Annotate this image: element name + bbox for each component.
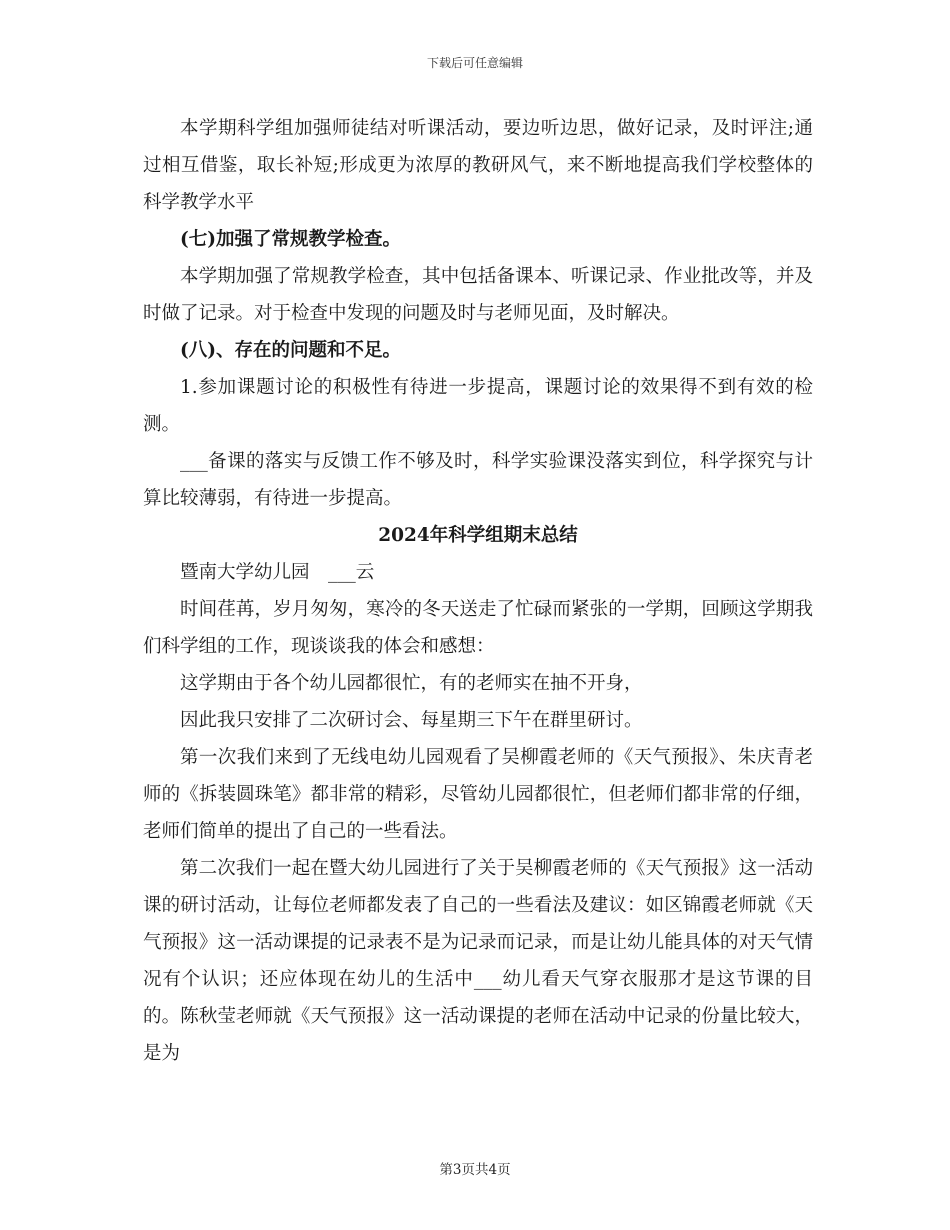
- document-body: [143, 110, 813, 1072]
- section-heading-7: (七)加强了常规教学检查。: [180, 229, 402, 250]
- paragraph-busy: 这学期由于各个幼儿园都很忙，有的老师实在抽不开身，: [180, 673, 643, 694]
- paragraph-intro: 时间荏苒，岁月匆匆，寒冷的冬天送走了忙碌而紧张的一学期，回顾这学期我们科学组的工作，现谈谈我的体会和感想：: [143, 599, 813, 657]
- author-line: 暨南大学幼儿园 ___云: [180, 562, 375, 583]
- paragraph-second-visit: 第二次我们一起在暨大幼儿园进行了关于吴柳霞老师的《天气预报》这一活动课的研讨活动，让每位老师都发表了自己的一些看法及建议：如区锦霞老师就《天气预报》这一活动课提的记录表不是为记录而记录，而是让幼儿能具体的对天气情况有个认识；还应体现在幼儿的生活中___幼儿看天气穿衣服那才是这节课的目的。陈秋莹老师就《天气预报》这一活动课提的老师在活动中记录的份量比较大，是为: [143, 858, 813, 1064]
- document-title: 2024年科学组期末总结: [378, 525, 578, 546]
- paragraph-problem-1: 1.参加课题讨论的积极性有待进一步提高，课题讨论的效果得不到有效的检测。: [143, 377, 813, 435]
- page-header: 下载后可任意编辑: [426, 56, 523, 70]
- paragraph-mentoring: 本学期科学组加强师徒结对听课活动，要边听边思，做好记录，及时评注;通过相互借鉴，取长补短;形成更为浓厚的教研风气，来不断地提高我们学校整体的科学教学水平: [143, 118, 813, 213]
- paragraph-inspection: 本学期加强了常规教学检查，其中包括备课本、听课记录、作业批改等，并及时做了记录。对于检查中发现的问题及时与老师见面，及时解决。: [143, 266, 813, 324]
- paragraph-problem-2: ___备课的落实与反馈工作不够及时，科学实验课没落实到位，科学探究与计算比较薄弱，有待进一步提高。: [143, 451, 813, 509]
- paragraph-first-visit: 第一次我们来到了无线电幼儿园观看了吴柳霞老师的《天气预报》、朱庆青老师的《拆装圆珠笔》都非常的精彩，尽管幼儿园都很忙，但老师们都非常的仔细，老师们简单的提出了自己的一些看法。: [143, 747, 813, 842]
- page-number: 第3页共4页: [439, 1162, 511, 1178]
- section-heading-8: (八)、存在的问题和不足。: [180, 340, 402, 361]
- paragraph-schedule: 因此我只安排了二次研讨会、每星期三下午在群里研讨。: [180, 710, 643, 731]
